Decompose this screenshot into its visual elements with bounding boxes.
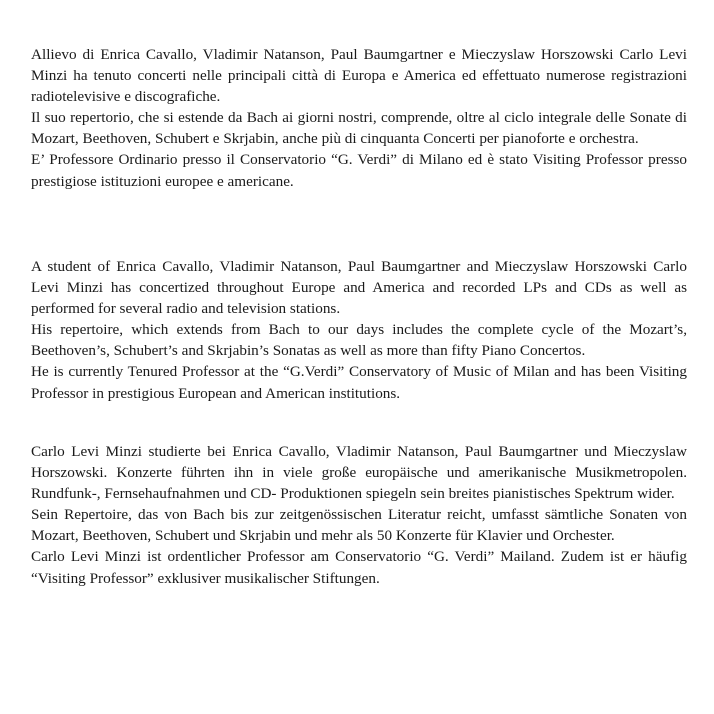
german-paragraph-3: Carlo Levi Minzi ist ordentlicher Professor am Conservatorio “G. Verdi” Mailand. Zudem ist er häufig “Visiting Professor” exklusiver musikalischer Stiftungen. [31, 548, 687, 587]
english-paragraph-2: His repertoire, which extends from Bach to our days includes the complete cycle of the Mozart’s, Beethoven’s, Schubert’s and Skrjabin’s Sonatas as well as more than fifty Piano Concertos. [31, 321, 687, 360]
english-paragraph-3: He is currently Tenured Professor at the “G.Verdi” Conservatory of Music of Milan and has been Visiting Professor in prestigious European and American institutions. [31, 363, 687, 402]
german-paragraph-2: Sein Repertoire, das von Bach bis zur zeitgenössischen Literatur reicht, umfasst sämtliche Sonaten von Mozart, Beethoven, Schubert und Skrjabin und mehr als 50 Konzerte für Klavier und Orchester. [31, 506, 687, 545]
german-paragraph-1: Carlo Levi Minzi studierte bei Enrica Cavallo, Vladimir Natanson, Paul Baumgartner und Mieczyslaw Horszowski. Konzerte führten ihn in viele große europäische und amerikanische Musikmetropolen. Rundfunk-, Fernsehaufnahmen und CD- Produktionen spiegeln sein breites pianistisches Spektrum wider. [31, 443, 687, 503]
italian-paragraph-3: E’ Professore Ordinario presso il Conservatorio “G. Verdi” di Milano ed è stato Visiting Professor presso prestigiose istituzioni europee e americane. [31, 151, 687, 190]
italian-paragraph-1: Allievo di Enrica Cavallo, Vladimir Natanson, Paul Baumgartner e Mieczyslaw Horszowski Carlo Levi Minzi ha tenuto concerti nelle principali città di Europa e America ed effettuato numerose registrazioni radiotelevisive e discografiche. [31, 46, 687, 106]
italian-paragraph-2: Il suo repertorio, che si estende da Bach ai giorni nostri, comprende, oltre al ciclo integrale delle Sonate di Mozart, Beethoven, Schubert e Skrjabin, anche più di cinquanta Concerti per pianoforte e orchestra. [31, 109, 687, 148]
english-paragraph-1: A student of Enrica Cavallo, Vladimir Natanson, Paul Baumgartner and Mieczyslaw Horszowski Carlo Levi Minzi has concertized throughout Europe and America and recorded LPs and CDs as well as performed for several radio and television stations. [31, 258, 687, 318]
biography-german [31, 441, 687, 589]
biography-english [31, 256, 687, 404]
biography-italian [31, 44, 687, 192]
